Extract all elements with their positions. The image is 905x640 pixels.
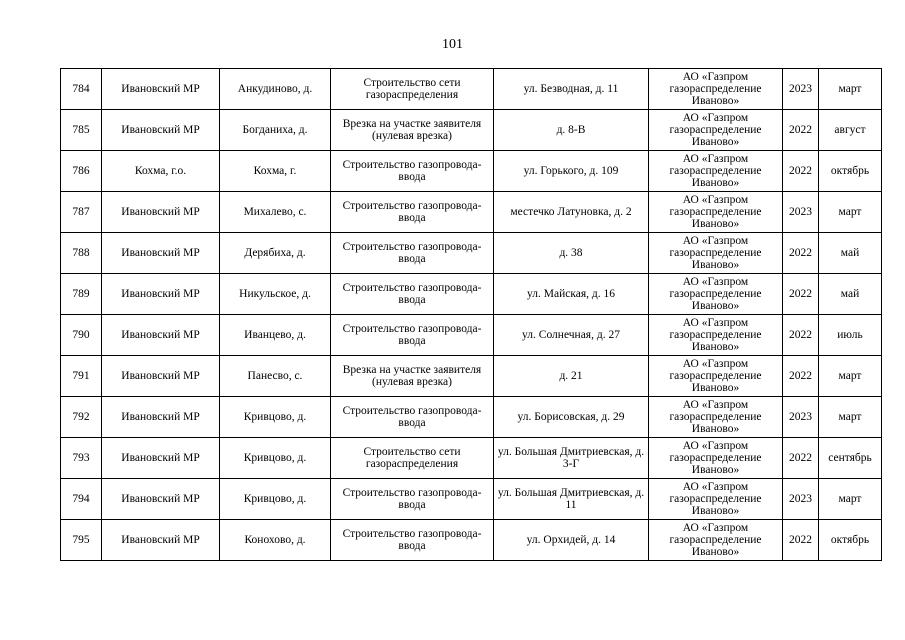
address-cell: д. 38: [494, 233, 649, 274]
year-cell: 2023: [783, 69, 819, 110]
row-number-cell: 792: [61, 397, 102, 438]
work-type-cell: Строительство сети газораспределения: [331, 438, 494, 479]
district-cell: Ивановский МР: [102, 192, 220, 233]
work-type-cell: Строительство газопровода-ввода: [331, 274, 494, 315]
work-type-cell: Строительство газопровода-ввода: [331, 397, 494, 438]
table-row: [61, 110, 882, 151]
work-type-cell: Строительство газопровода-ввода: [331, 520, 494, 561]
year-cell: 2022: [783, 315, 819, 356]
locality-cell: Дерябиха, д.: [220, 233, 331, 274]
month-cell: март: [819, 192, 882, 233]
table-row: [61, 438, 882, 479]
month-cell: март: [819, 69, 882, 110]
year-cell: 2022: [783, 233, 819, 274]
work-type-cell: Строительство газопровода-ввода: [331, 192, 494, 233]
month-cell: октябрь: [819, 520, 882, 561]
row-number-cell: 788: [61, 233, 102, 274]
table-row: [61, 233, 882, 274]
table-row: [61, 356, 882, 397]
row-number-cell: 784: [61, 69, 102, 110]
table-row: [61, 192, 882, 233]
row-number-cell: 790: [61, 315, 102, 356]
work-type-cell: Строительство газопровода-ввода: [331, 233, 494, 274]
organization-cell: АО «Газпром газораспределение Иваново»: [649, 110, 783, 151]
month-cell: май: [819, 274, 882, 315]
page-number: 101: [442, 37, 463, 52]
district-cell: Ивановский МР: [102, 397, 220, 438]
year-cell: 2022: [783, 438, 819, 479]
month-cell: март: [819, 356, 882, 397]
locality-cell: Панесво, с.: [220, 356, 331, 397]
organization-cell: АО «Газпром газораспределение Иваново»: [649, 69, 783, 110]
locality-cell: Иванцево, д.: [220, 315, 331, 356]
organization-cell: АО «Газпром газораспределение Иваново»: [649, 192, 783, 233]
organization-cell: АО «Газпром газораспределение Иваново»: [649, 233, 783, 274]
locality-cell: Кривцово, д.: [220, 479, 331, 520]
year-cell: 2023: [783, 479, 819, 520]
month-cell: март: [819, 397, 882, 438]
work-type-cell: Строительство сети газораспределения: [331, 69, 494, 110]
row-number-cell: 794: [61, 479, 102, 520]
month-cell: октябрь: [819, 151, 882, 192]
row-number-cell: 786: [61, 151, 102, 192]
district-cell: Ивановский МР: [102, 315, 220, 356]
address-cell: ул. Борисовская, д. 29: [494, 397, 649, 438]
gasification-table: [60, 68, 882, 561]
district-cell: Кохма, г.о.: [102, 151, 220, 192]
address-cell: ул. Майская, д. 16: [494, 274, 649, 315]
organization-cell: АО «Газпром газораспределение Иваново»: [649, 151, 783, 192]
month-cell: август: [819, 110, 882, 151]
row-number-cell: 785: [61, 110, 102, 151]
table-row: [61, 520, 882, 561]
address-cell: ул. Солнечная, д. 27: [494, 315, 649, 356]
row-number-cell: 789: [61, 274, 102, 315]
row-number-cell: 795: [61, 520, 102, 561]
month-cell: сентябрь: [819, 438, 882, 479]
row-number-cell: 787: [61, 192, 102, 233]
district-cell: Ивановский МР: [102, 110, 220, 151]
district-cell: Ивановский МР: [102, 356, 220, 397]
organization-cell: АО «Газпром газораспределение Иваново»: [649, 479, 783, 520]
work-type-cell: Строительство газопровода-ввода: [331, 479, 494, 520]
locality-cell: Анкудиново, д.: [220, 69, 331, 110]
address-cell: ул. Безводная, д. 11: [494, 69, 649, 110]
address-cell: ул. Большая Дмитриевская, д. 11: [494, 479, 649, 520]
address-cell: местечко Латуновка, д. 2: [494, 192, 649, 233]
district-cell: Ивановский МР: [102, 520, 220, 561]
address-cell: ул. Горького, д. 109: [494, 151, 649, 192]
organization-cell: АО «Газпром газораспределение Иваново»: [649, 356, 783, 397]
year-cell: 2022: [783, 110, 819, 151]
locality-cell: Кривцово, д.: [220, 438, 331, 479]
year-cell: 2022: [783, 520, 819, 561]
year-cell: 2023: [783, 397, 819, 438]
work-type-cell: Врезка на участке заявителя (нулевая врезка): [331, 110, 494, 151]
table-row: [61, 151, 882, 192]
table-row: [61, 69, 882, 110]
year-cell: 2022: [783, 274, 819, 315]
locality-cell: Кривцово, д.: [220, 397, 331, 438]
district-cell: Ивановский МР: [102, 479, 220, 520]
organization-cell: АО «Газпром газораспределение Иваново»: [649, 315, 783, 356]
locality-cell: Конохово, д.: [220, 520, 331, 561]
work-type-cell: Строительство газопровода-ввода: [331, 151, 494, 192]
district-cell: Ивановский МР: [102, 69, 220, 110]
year-cell: 2022: [783, 151, 819, 192]
address-cell: д. 8-В: [494, 110, 649, 151]
year-cell: 2022: [783, 356, 819, 397]
table-row: [61, 479, 882, 520]
table-row: [61, 315, 882, 356]
month-cell: май: [819, 233, 882, 274]
table-row: [61, 397, 882, 438]
row-number-cell: 793: [61, 438, 102, 479]
row-number-cell: 791: [61, 356, 102, 397]
locality-cell: Богданиха, д.: [220, 110, 331, 151]
address-cell: ул. Большая Дмитриевская, д. 3-Г: [494, 438, 649, 479]
organization-cell: АО «Газпром газораспределение Иваново»: [649, 520, 783, 561]
organization-cell: АО «Газпром газораспределение Иваново»: [649, 274, 783, 315]
organization-cell: АО «Газпром газораспределение Иваново»: [649, 397, 783, 438]
organization-cell: АО «Газпром газораспределение Иваново»: [649, 438, 783, 479]
table-row: [61, 274, 882, 315]
address-cell: ул. Орхидей, д. 14: [494, 520, 649, 561]
address-cell: д. 21: [494, 356, 649, 397]
locality-cell: Никульское, д.: [220, 274, 331, 315]
district-cell: Ивановский МР: [102, 274, 220, 315]
district-cell: Ивановский МР: [102, 438, 220, 479]
work-type-cell: Врезка на участке заявителя (нулевая врезка): [331, 356, 494, 397]
year-cell: 2023: [783, 192, 819, 233]
month-cell: июль: [819, 315, 882, 356]
locality-cell: Михалево, с.: [220, 192, 331, 233]
work-type-cell: Строительство газопровода-ввода: [331, 315, 494, 356]
locality-cell: Кохма, г.: [220, 151, 331, 192]
district-cell: Ивановский МР: [102, 233, 220, 274]
month-cell: март: [819, 479, 882, 520]
